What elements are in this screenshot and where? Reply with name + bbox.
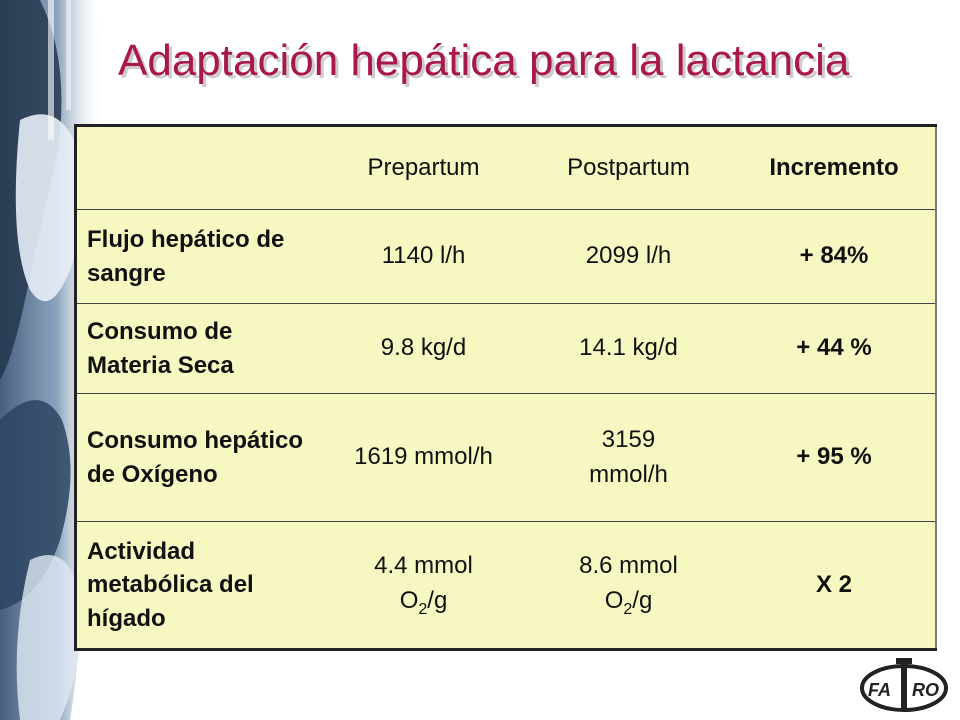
postpartum-unit xyxy=(604,586,653,618)
postpartum-value: 3159 mmol/h xyxy=(524,394,734,522)
unit-prefix: O xyxy=(604,586,624,614)
prepartum-value: 1619 mmol/h xyxy=(324,394,524,522)
prepartum-amount: 4.4 mmol xyxy=(374,552,473,580)
prepartum-unit xyxy=(399,586,448,618)
logo-text-right: RO xyxy=(912,680,939,700)
table-row xyxy=(76,394,936,522)
fatro-logo xyxy=(858,656,950,716)
postpartum-value: 14.1 kg/d xyxy=(524,304,734,394)
postpartum-value xyxy=(524,522,734,650)
table-header-row xyxy=(76,126,936,210)
postpartum-amount: 8.6 mmol xyxy=(579,552,678,580)
data-table-container xyxy=(74,124,934,648)
row-label: Flujo hepático de sangre xyxy=(76,210,324,304)
prepartum-value xyxy=(324,522,524,650)
incremento-value: + 44 % xyxy=(734,304,936,394)
slide-title: Adaptación hepática para la lactancia xyxy=(118,36,850,85)
row-label: Consumo hepático de Oxígeno xyxy=(76,394,324,522)
table-row xyxy=(76,522,936,650)
unit-subscript: 2 xyxy=(623,600,633,618)
unit-suffix: /g xyxy=(632,586,653,614)
header-prepartum: Prepartum xyxy=(367,153,480,181)
row-label: Consumo de Materia Seca xyxy=(76,304,324,394)
lactation-adaptation-table xyxy=(74,124,937,651)
logo-text-left: FA xyxy=(868,680,892,700)
header-empty-cell xyxy=(76,126,324,210)
incremento-value: X 2 xyxy=(734,522,936,650)
postpartum-value: 2099 l/h xyxy=(524,210,734,304)
prepartum-value: 9.8 kg/d xyxy=(324,304,524,394)
prepartum-value: 1140 l/h xyxy=(324,210,524,304)
header-incremento: Incremento xyxy=(769,153,899,181)
unit-subscript: 2 xyxy=(418,600,428,618)
incremento-value: + 95 % xyxy=(734,394,936,522)
row-label: Actividad metabólica del hígado xyxy=(76,522,324,650)
incremento-value: + 84% xyxy=(734,210,936,304)
header-postpartum: Postpartum xyxy=(567,153,690,181)
table-row xyxy=(76,304,936,394)
unit-prefix: O xyxy=(399,586,419,614)
table-row xyxy=(76,210,936,304)
unit-suffix: /g xyxy=(427,586,448,614)
